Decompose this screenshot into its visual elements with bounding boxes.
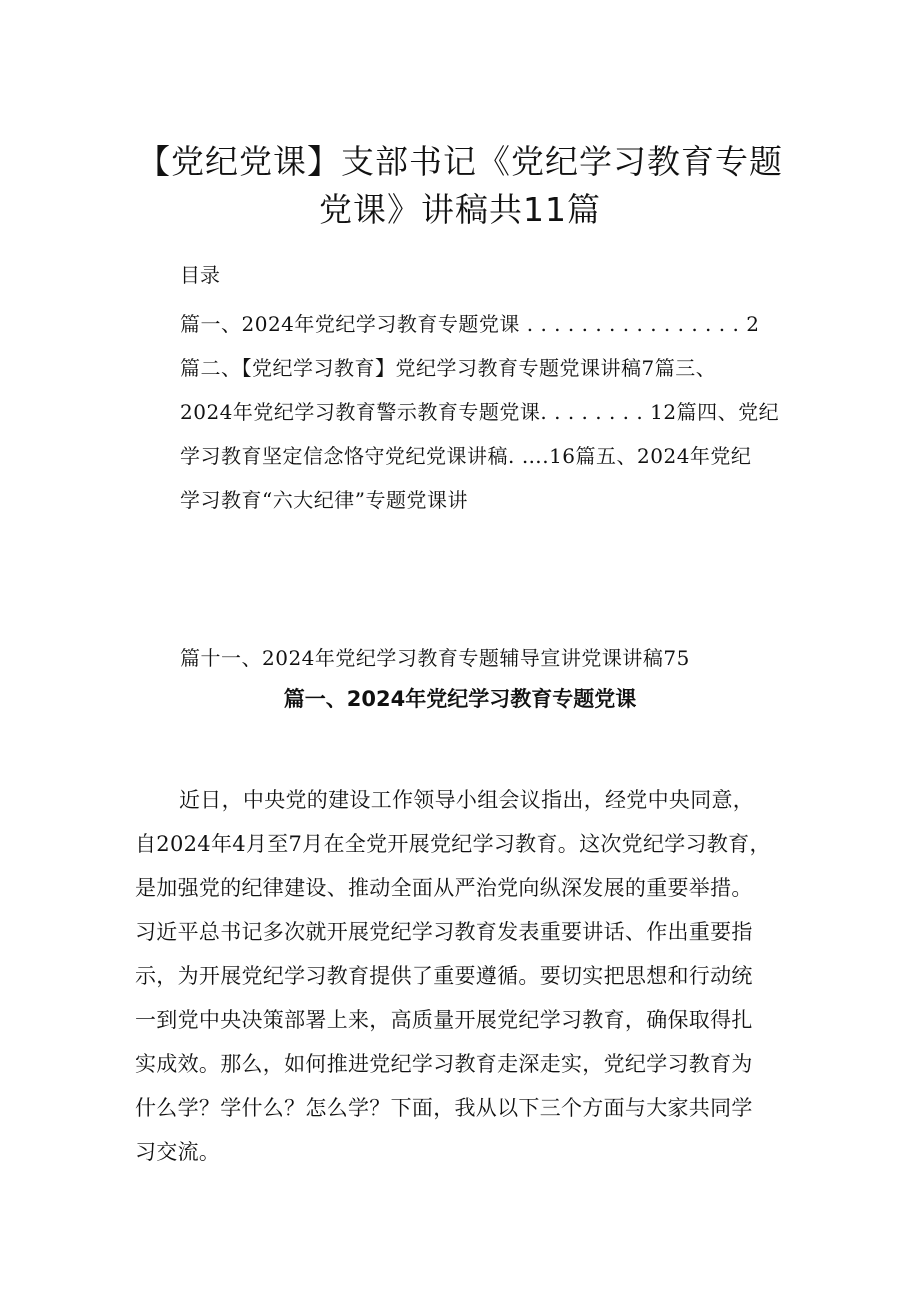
body-line: 自2024年4月至7月在全党开展党纪学习教育。这次党纪学习教育，	[135, 832, 771, 856]
body-paragraph	[135, 783, 805, 1179]
toc-heading: 目录	[180, 263, 220, 287]
body-line: 习近平总书记多次就开展党纪学习教育发表重要讲话、作出重要指	[135, 920, 753, 944]
body-line: 习交流。	[135, 1140, 221, 1164]
body-line: 一到党中央决策部署上来，高质量开展党纪学习教育，确保取得扎	[135, 1008, 753, 1032]
toc-line: 篇一、2024年党纪学习教育专题党课 . . . . . . . . . . . . . . . . 2	[180, 312, 760, 336]
toc-line: 学习教育坚定信念恪守党纪党课讲稿. ….16篇五、2024年党纪	[180, 444, 752, 468]
section-title: 篇一、2024年党纪学习教育专题党课	[283, 687, 637, 711]
toc-line: 2024年党纪学习教育警示教育专题党课. . . . . . . . 12篇四、党纪	[180, 400, 780, 424]
title-line-2: 党课》讲稿共11篇	[319, 190, 601, 229]
title-line-1: 【党纪党课】支部书记《党纪学习教育专题	[137, 142, 783, 181]
toc-line: 学习教育“六大纪律”专题党课讲	[180, 488, 468, 512]
body-line: 是加强党的纪律建设、推动全面从严治党向纵深发展的重要举措。	[135, 876, 753, 900]
document-title	[110, 138, 810, 234]
body-line: 示，为开展党纪学习教育提供了重要遵循。要切实把思想和行动统	[135, 964, 753, 988]
body-line: 近日，中央党的建设工作领导小组会议指出，经党中央同意，	[179, 788, 755, 812]
toc-line: 篇二、【党纪学习教育】党纪学习教育专题党课讲稿7篇三、	[180, 356, 717, 380]
table-of-contents	[180, 308, 805, 528]
body-line: 实成效。那么，如何推进党纪学习教育走深走实，党纪学习教育为	[135, 1052, 753, 1076]
toc-line-last: 篇十一、2024年党纪学习教育专题辅导宣讲党课讲稿75	[180, 646, 690, 670]
body-line: 什么学？学什么？怎么学？下面，我从以下三个方面与大家共同学	[135, 1096, 753, 1120]
